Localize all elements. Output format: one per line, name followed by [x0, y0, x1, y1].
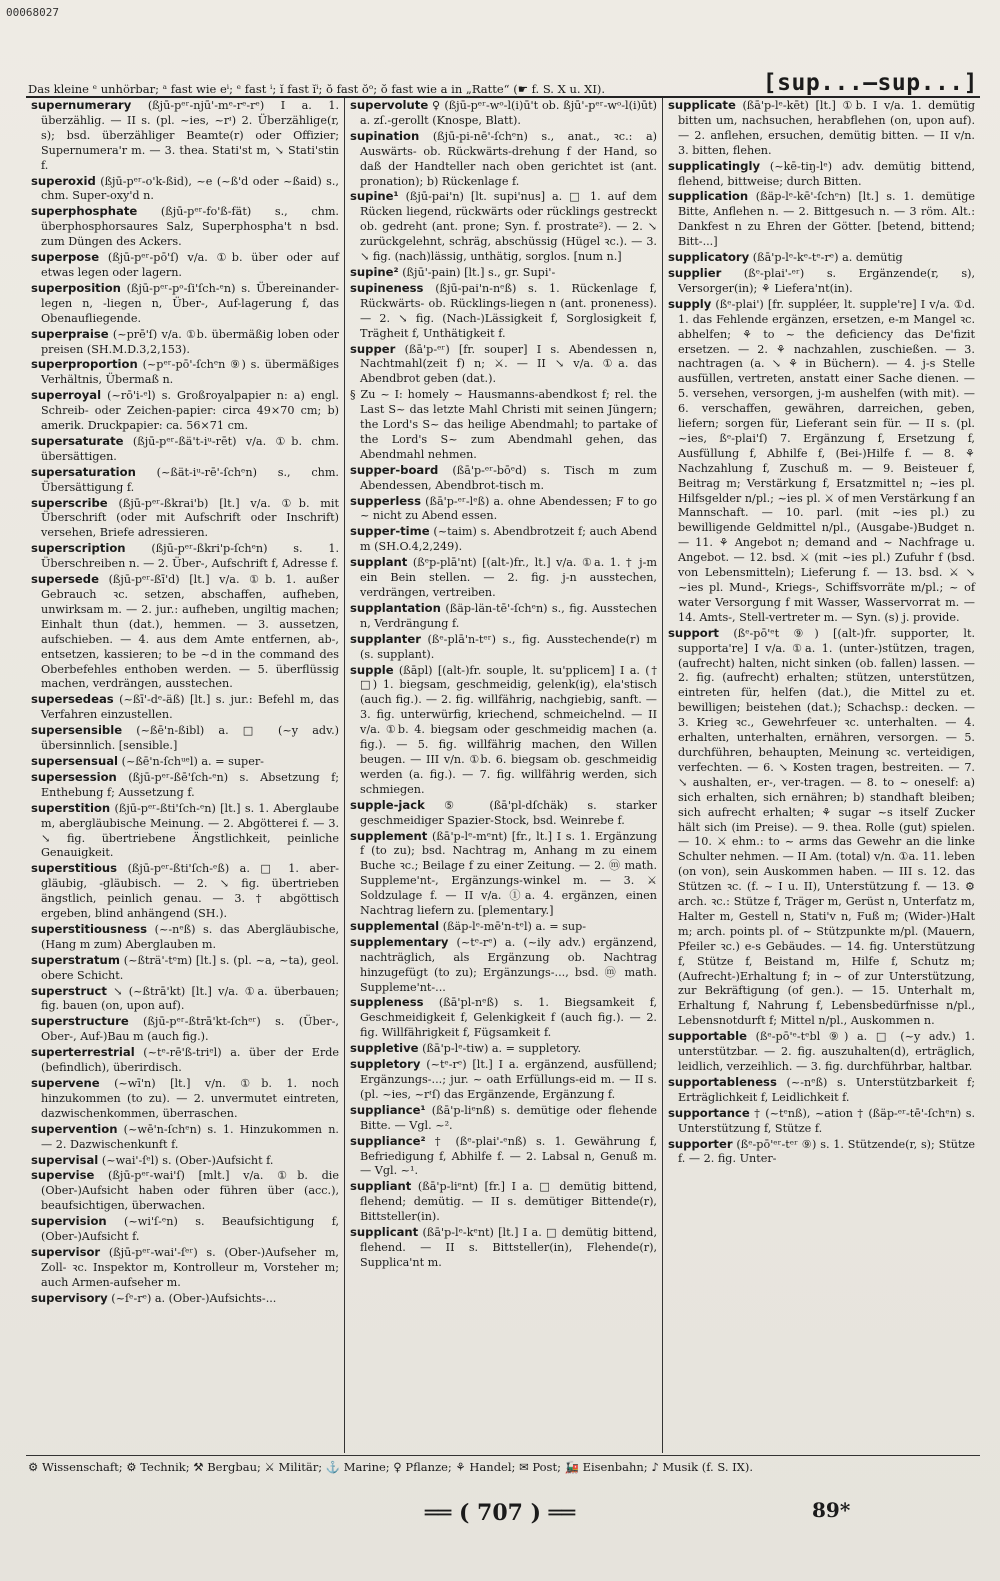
dictionary-entry — [668, 158, 976, 190]
entry-headword: suppliant — [350, 1179, 412, 1194]
dictionary-entry — [31, 861, 339, 922]
entry-definition: (ßäp-lᵉ-mē'n-tᵉl) a. = sup- — [442, 919, 587, 933]
dictionary-entry — [350, 1133, 657, 1180]
entry-definition: (ßjū-pᵉʳ-ßti'ſch-ᵉß) a. □ 1. aber-gläubig, -gläubisch. — 2. ↘ fig. übertrieben ängstlich, peinlich genau. — 3. † abgöttisch ergeben, blind anhängend (SH.). — [41, 862, 339, 921]
entry-headword: supple — [350, 662, 394, 677]
entry-definition: (ßjū-pᵉʳ-njū'-mᵉ-rᵉ-rᵉ) I a. 1. überzählig. — II s. (pl. ~ies, ~rᶦ) 2. Überzählige(r, s); bsd. überzähliger Beamte(r) oder Offizier; Supernumera'r m. — 3. thea. Stati'st m, ↘ Stati'stin f. — [41, 99, 339, 172]
entry-definition: (~wi'ſ-ᵉn) s. Beaufsichtigung f, (Ober-)Aufsicht f. — [41, 1215, 339, 1244]
entry-headword: supervise — [31, 1168, 95, 1183]
dictionary-entry — [668, 625, 975, 1029]
dictionary-entry — [31, 753, 339, 770]
entry-definition: (ßᵉ-plai') [fr. suppléer, lt. supple're] I v/a. ①d. 1. das Fehlende ergänzen, ersetzen, e-m Mangel ꝛc. abhelfen; ⚘ to ~ the deficiency das De'fizit ersetzen. — 2. ⚘ nachzahlen, zuschießen. — 3. nachtragen (a. ↘ ⚘ in Büchern). — 4. j-s Stelle ausfüllen, vertreten, anstatt einer Sache dienen. — 5. versehen, versorgen, j-m aushelfen (with mit). — 6. verschaffen, gewähren, darreichen, geben, liefern; sorgen für, Lieferant sein für. — II s. (pl. ~ies, ßᵉ-plai'ſ) 7. Ergänzung f, Ersetzung f, Ausfüllung f, Abhilfe f, (Bei-)Hilfe f. — 8. ⚘ Nachzahlung f, Zuschuß m. — 9. Beisteuer f, Beitrag m; Verstärkung f, Ersatzmittel n; ~ies pl. Hilfsgelder n/pl.; ~ies pl. ⚔ of men Verstärkung f an Mannschaft. — 10. parl. (mit ~ies pl.) zu bewilligende Geldmittel n/pl., (Ausgabe-)Budget n. — 11. ⚘ Angebot n; demand and ~ Nachfrage u. Angebot. — 12. bsd. ⚔ (mit ~ies pl.) Zufuhr f (bsd. von Lebensmitteln); Lieferung f. — 13. bsd. ⚔ ↘ ~ies pl. Mund-, Kriegs-, Schiffsvorräte m/pl.; ~ of water Versorgung f mit Wasser, Wasservorrat m. — 14. Amts-, Stell-vertreter m. — Syn. (s) j. provide. — [678, 297, 975, 624]
dictionary-entry — [350, 1102, 657, 1134]
entry-definition: (~ſᵉ-rᵉ) a. (Ober-)Aufsichts-... — [111, 1291, 277, 1305]
entry-headword: supplicatingly — [668, 158, 760, 173]
entry-headword: supine² — [350, 264, 399, 279]
entry-headword: superstitiousness — [31, 921, 148, 936]
entry-headword: supervision — [31, 1214, 107, 1229]
entry-definition: (ßjū-pᵉʳ-ßī'd) [lt.] v/a. ①b. 1. außer Gebrauch ꝛc. setzen, abschaffen, aufheben, unwirksam m. — 2. jur.: aufheben, ungiltig machen; Einhalt thun (dat.), hemmen. — 3. aussetzen, aufschieben. — 4. aus dem Amte entfernen, ab-, entsetzen, kassieren; to be ~d in the command des Oberbefehles enthoben werden. — 5. überflüssig machen, verdrängen, ausstechen. — [41, 573, 340, 691]
dictionary-entry — [350, 264, 657, 281]
symbol-legend: ⚙ Wissenschaft; ⚙ Technik; ⚒ Bergbau; ⚔ Militär; ⚓ Marine; ♀ Pflanze; ⚘ Handel; ✉ Post; 🚂 Eisenbahn; ♪ Musik (f. S. IX). — [28, 1460, 753, 1474]
dictionary-entry — [668, 98, 975, 159]
dictionary-entry — [668, 1074, 976, 1106]
dictionary-entry — [350, 1225, 657, 1271]
dictionary-entry — [31, 98, 339, 174]
entry-definition: (ßā'p-lᵉ-tiw) a. = suppletory. — [422, 1042, 582, 1056]
dictionary-entry — [350, 1179, 658, 1225]
entry-definition: (ßᵉ-pō'ᵉ-tᵉbl ⑨) a. □ (~y adv.) 1. unterstützbar. — 2. fig. auszuhalten(d), erträglich, leidlich, verzeihlich. — 3. fig. durchführbar, haltbar. — [678, 1030, 975, 1073]
dictionary-entry — [350, 934, 657, 996]
dictionary-entry — [668, 1136, 975, 1168]
entry-headword: supportable — [668, 1029, 747, 1044]
entry-headword: supplicant — [350, 1225, 419, 1240]
entry-headword: superstructure — [31, 1014, 129, 1029]
column-3 — [662, 98, 980, 1453]
entry-headword: supersedeas — [31, 692, 114, 707]
entry-headword: suppliance² — [350, 1133, 426, 1148]
entry-definition: (ßā'p-lᵉ-kēt) [lt.] ①b. I v/a. 1. demütig bitten um, nachsuchen, herabflehen (on, upon auf). — 2. anflehen, ersuchen, demütig bitten. — II v/n. 3. bitten, flehen. — [678, 99, 975, 157]
dictionary-entry — [31, 1244, 339, 1291]
entry-headword: superposition — [31, 280, 121, 295]
dictionary-entry — [350, 797, 658, 829]
dictionary-entry — [668, 189, 975, 250]
entry-headword: supervene — [31, 1076, 100, 1090]
entry-definition: (ßjū'-pain) [lt.] s., gr. Supi'- — [402, 265, 556, 279]
page-header — [28, 62, 978, 96]
entry-headword: superroyal — [31, 388, 102, 403]
entry-definition: ↘ (~ßtrā'kt) [lt.] v/a. ①a. überbauen; fig. bauen (on, upon auf). — [41, 984, 339, 1013]
entry-headword: supplement — [350, 828, 428, 843]
entry-definition: (ßjū-pᵉʳ-wai'ſ) [mlt.] v/a. ①b. die (Ober-)Aufsicht haben oder führen über (acc.), beaufsichtigen, überwachen. — [41, 1169, 339, 1213]
dictionary-entry — [350, 341, 658, 388]
dictionary-entry — [350, 493, 657, 525]
dictionary-entry — [350, 1041, 657, 1057]
entry-definition: (ßjū-pᵉʳ-ßkrai'b) [lt.] v/a. ①b. mit Überschrift (oder mit Aufschrift oder Inschrift) versehen, Briefe adressieren. — [41, 496, 339, 540]
page-number: ══ ( 707 ) ══ — [424, 1500, 576, 1526]
entry-headword: supineness — [350, 280, 424, 295]
entry-headword: suppliance¹ — [350, 1102, 426, 1117]
dictionary-entry — [31, 1121, 339, 1153]
entry-definition: (~ßät-iᵘ-rē'-ſchᵉn) s., chm. Übersättigung f. — [41, 465, 339, 494]
entry-headword: superpose — [31, 250, 100, 265]
dictionary-entry — [31, 464, 339, 496]
dictionary-entry — [668, 265, 976, 297]
entry-headword: supervolute — [350, 98, 429, 112]
column-2 — [344, 98, 662, 1453]
entry-definition: (ßjū-pᵉʳ-ßē'ſch-ᵉn) s. Absetzung f; Enthebung f; Aussetzung f. — [41, 770, 340, 799]
dictionary-entry — [31, 769, 340, 801]
entry-definition: (~-nᵉß) s. Unterstützbarkeit f; Erträglichkeit f, Leidlichkeit f. — [678, 1075, 976, 1104]
entry-headword: supersede — [31, 572, 99, 587]
entry-headword: supper — [350, 341, 396, 356]
entry-definition: (~tᵉ-rᵉ) [lt.] I a. ergänzend, ausfüllend; Ergänzungs-...; jur. ~ oath Erfüllungs-eid m. — II s. (pl. ~ies, ~rᶦſ) das Ergänzende, Ergänzung f. — [360, 1058, 657, 1101]
dictionary-entry — [31, 952, 339, 984]
dictionary-entry — [31, 983, 339, 1015]
entry-headword: superoxid — [31, 173, 96, 188]
entry-definition: (~wē'n-ſchᵉn) s. 1. Hinzukommen n. — 2. Dazwischenkunft f. — [41, 1122, 339, 1151]
dictionary-entry — [668, 1105, 976, 1137]
entry-columns — [26, 98, 980, 1453]
entry-definition: (ßäp-lᵉ-kē'-ſchᵉn) [lt.] s. 1. demütige Bitte, Anflehen n. — 2. Bittgesuch n. — 3 röm. Alt.: Dankfest n zu Ehren der Götter. [betend, bittend; Bitt-...] — [678, 190, 975, 249]
dictionary-entry — [350, 1057, 657, 1103]
dictionary-entry — [350, 128, 657, 190]
entry-definition: (ßā'p-ᵉʳ-lᵉß) a. ohne Abendessen; F to go ~ nicht zu Abend essen. — [360, 494, 657, 523]
column-1 — [26, 98, 344, 1453]
entry-definition: (ßjū-pᵉʳ-o'k-ßid), ~e (~ß'd oder ~ßaid) s., chm. Super-oxy'd n. — [41, 174, 339, 203]
entry-definition: (~prē'ſ) v/a. ①b. übermäßig loben oder preisen (SH.M.D.3,2,153). — [41, 327, 339, 356]
entry-headword: supplantation — [350, 600, 441, 615]
dictionary-entry — [31, 1076, 339, 1122]
entry-definition: § Zu ~ I: homely ~ Hausmanns-abendkost f; rel. the Last S~ das letzte Mahl Christi mit seinen Jüngern; the Lord's S~ das heilige Abendmahl; to partake of the Lord's S~ zum Abendmahl gehen, das Abendmahl nehmen. — [350, 388, 657, 461]
entry-definition: (~ßē'n-ßibl) a. □ (~y adv.) übersinnlich. [sensible.] — [41, 724, 339, 753]
entry-headword: supervisory — [31, 1290, 108, 1305]
entry-definition: (ßᵉ-pō'ᵉt ⑨) [(alt-)fr. supporter, lt. supporta're] I v/a. ①a. 1. (unter-)stützen, tragen, (aufrecht) halten, nicht sinken (ob. fallen) lassen. — 2. fig. (aufrecht) erhalten; stützen, unterstützen, eintreten für, helfen (dat.), die Mittel zu et. bewilligen; beistehen (dat.); Schachsp.: decken. — 3. Krieg ꝛc., Gewehrfeuer ꝛc. unterhalten. — 4. erhalten, unterhalten, ernähren, versorgen. — 5. durchführen, behaupten, Meinung ꝛc. verteidigen, verfechten. — 6. ↘ Kosten tragen, bestreiten. — 7. ↘ aushalten, er-, ver-tragen. — 8. to ~ oneself: a) sich erhalten, sich ernähren; b) standhaft bleiben; sich aufrecht erhalten; ⚘ sugar ~s itself Zucker hält sich (im Preise). — 9. thea. Rolle (gut) spielen. — 10. ⚔ ehm.: to ~ arms das Gewehr an die linke Schulter nehmen. — II Am. (total) v/n. ①a. 11. leben (on von), sein Auskommen haben. — III s. 12. das Stützen ꝛc. (f. ~ I u. II), Unterstützung f. — 13. ⚙ arch. ꝛc.: Stütze f, Träger m, Gerüst n, Unterfatz m, Halter m, Gestell n, Stati'v n, Fuß m; (Wider-)Halt m; arch. points pl. of ~ Stützpunkte m/pl. (Mauern, Pfeiler ꝛc.) e-s Gebäudes. — 14. fig. Unterstützung f, Stütze f, Beistand m, Hilfe f, Schutz m; (Aufrecht-)Erhaltung f; in ~ of zur Unterstützung, zur Bekräftigung (of gen.). — 15. Unterhalt m, Erhaltung f, Nahrung f, Lebensbedürfnisse n/pl., Lebensnotdurft f; Mittel n/pl., Auskommen n. — [678, 626, 975, 1028]
dictionary-entry — [31, 326, 339, 358]
entry-headword: supportance — [668, 1105, 750, 1120]
entry-headword: support — [668, 625, 719, 640]
entry-definition: (ßjū-pi-nē'-ſchᵉn) s., anat., ꝛc.: a) Auswärts- ob. Rückwärts-drehung f der Hand, so daß der Handteller nach oben gerichtet ist (ant. pronation); b) Rückenlage f. — [360, 129, 657, 188]
entry-headword: suppletory — [350, 1057, 421, 1072]
entry-headword: supplant — [350, 555, 408, 570]
entry-headword: superpraise — [31, 326, 109, 341]
entry-headword: suppletive — [350, 1041, 419, 1056]
entry-definition: (ßā'p-lᵉ-kᵉnt) [lt.] I a. □ demütig bittend, flehend. — II s. Bittsteller(in), Flehende(r), Supplica'nt m. — [360, 1226, 657, 1269]
dictionary-entry — [31, 572, 340, 692]
entry-definition: (~wī'n) [lt.] v/n. ①b. 1. noch hinzukommen (to zu). — 2. unvermutet eintreten, dazwischenkommen, überraschen. — [41, 1077, 339, 1120]
dictionary-entry — [31, 1168, 339, 1214]
scan-id: 00068027 — [6, 6, 59, 19]
entry-headword: supine¹ — [350, 189, 399, 204]
dictionary-entry — [350, 524, 657, 555]
dictionary-entry — [350, 387, 657, 463]
entry-headword: supper-board — [350, 462, 439, 477]
entry-headword: supination — [350, 128, 420, 143]
entry-definition: (ßjū-pᵉʳ-ßtrā'kt-ſchᵉʳ) s. (Über-, Ober-, Auf-)Bau m (auch fig.). — [41, 1015, 339, 1044]
dictionary-entry — [350, 600, 657, 632]
entry-definition: (ßᵉ-plā'n-tᵉʳ) s., fig. Ausstechende(r) m (s. supplant). — [360, 632, 657, 661]
dictionary-entry — [31, 388, 339, 434]
entry-headword: supplementary — [350, 934, 449, 949]
footer-rule — [26, 1455, 980, 1456]
dictionary-entry — [350, 995, 658, 1041]
entry-definition: (ßjū-pᵉʳ-ßti'ſch-ᵉn) [lt.] s. 1. Aberglaube m, abergläubische Meinung. — 2. Abgötterei f. — 3. ↘ fig. übertriebene Ängstlichkeit, peinliche Genauigkeit. — [41, 801, 340, 860]
entry-definition: (ßjū-pai'n-nᵉß) s. 1. Rückenlage f, Rückwärts- ob. Rücklings-liegen n (ant. proneness). — 2. ↘ fig. (Nach-)Lässigkeit f, Sorglosigkeit f, Trägheit f, Unthätigkeit f. — [360, 281, 657, 340]
entry-definition: (ßᵉ-plai'-ᵉʳ) s. Ergänzende(r, s), Versorger(in); ⚘ Liefera'nt(in). — [678, 266, 976, 295]
dictionary-entry — [350, 662, 657, 798]
entry-definition: (ßjū-pᵉʳ-pᵒ-ſi'ſch-ᵉn) s. Übereinander-legen n, -liegen n, Über-, Auf-lagerung f, das Obenaufliegende. — [41, 281, 339, 325]
entry-headword: supervisal — [31, 1152, 99, 1167]
section-mark: [sup...–sup...] — [762, 70, 978, 96]
entry-headword: superstitious — [31, 861, 118, 876]
dictionary-entry — [350, 98, 658, 129]
entry-definition: (ßā'p-lᵉ-mᵉnt) [fr., lt.] I s. 1. Ergänzung f (to zu); bsd. Nachtrag m, Anhang m zu einem Buche ꝛc.; Beilage f zu einer Zeitung. — 2. ⓜ math. Suppleme'nt-, Ergänzungs-winkel m. — 3. ⚔ Soldzulage f. — II v/a. ①a. 4. ergänzen, einen Nachtrag liefern zu. [plementary.] — [360, 829, 657, 918]
entry-headword: supporter — [668, 1136, 733, 1151]
entry-definition: (~taim) s. Abendbrotzeit f; auch Abend m (SH.O.4,2,249). — [360, 525, 657, 554]
entry-headword: supper-time — [350, 524, 430, 539]
entry-definition: (ßäp-län-tē'-ſchᵉn) s., fig. Ausstechen n, Verdrängung f. — [360, 601, 657, 630]
dictionary-entry — [31, 1045, 339, 1076]
dictionary-entry — [31, 1290, 339, 1307]
entry-headword: supplemental — [350, 918, 440, 933]
entry-definition: (ßjū-pᵉʳ-ßä't-iᵘ-rēt) v/a. ①b. chm. übersättigen. — [41, 434, 339, 463]
dictionary-entry — [668, 296, 975, 626]
dictionary-entry — [31, 723, 339, 754]
entry-definition: (~wai'-ſᵉl) s. (Ober-)Aufsicht f. — [101, 1153, 274, 1167]
dictionary-entry — [350, 189, 657, 265]
entry-definition: (ßᵉ-pō'ᵉʳ-tᵉʳ ⑨) s. 1. Stützende(r, s); Stütze f. — 2. fig. Unter- — [678, 1137, 975, 1166]
entry-definition: † (~tᵉnß), ~ation † (ßäp-ᵉʳ-tē'-ſchᵉn) s. Unterstützung f, Stütze f. — [678, 1106, 976, 1135]
dictionary-entry — [350, 918, 657, 935]
dictionary-entry — [350, 555, 657, 601]
entry-definition: (ßāpl) [(alt-)fr. souple, lt. su'pplicem] I a. († □) 1. biegsam, geschmeidig, gelenk(ig), ela'stisch (auch fig.). — 2. fig. willfährig, nachgiebig, sanft. — 3. fig. unterwürfig, kriechend, schmeichelnd. — II v/a. ①b. 4. biegsam oder geschmeidig machen (a. fig.). — 5. fig. willfährig machen, den Willen beugen. — III v/n. ①b. 6. biegsam ob. geschmeidig werden (a. fig.). — 7. fig. willfährig werden, sich schmiegen. — [360, 663, 657, 796]
entry-headword: superstition — [31, 800, 111, 815]
dictionary-entry — [31, 1014, 339, 1045]
dictionary-entry — [668, 1029, 975, 1075]
entry-headword: supplication — [668, 189, 749, 204]
entry-headword: superstruct — [31, 983, 107, 998]
entry-definition: (ßā'p-ᵉʳ-bōᵉd) s. Tisch m zum Abendessen, Abendbrot-tisch m. — [360, 463, 657, 492]
entry-definition: (~kē-tiŋ-lᵉ) adv. demütig bittend, flehend, bittweise; durch Bitten. — [678, 159, 976, 188]
dictionary-entry — [31, 1214, 339, 1245]
entry-definition: ⑤ (ßā'pl-dſchäk) s. starker geschmeidiger Spazier-Stock, bsd. Weinrebe f. — [360, 798, 658, 827]
entry-definition: (ßjū-pᵉʳ-wai'-ſᵉʳ) s. (Ober-)Aufseher m, Zoll- ꝛc. Inspektor m, Kontrolleur m, Vorsteher m; auch Armen-aufseher m. — [41, 1245, 339, 1289]
dictionary-entry — [31, 280, 339, 327]
dictionary-entry — [31, 173, 339, 205]
sheet-number: 89* — [812, 1498, 851, 1522]
entry-headword: superproportion — [31, 357, 138, 372]
entry-definition: (ßᵉp-plā'nt) [(alt-)fr., lt.] v/a. ①a. 1. † j-m ein Bein stellen. — 2. fig. j-n ausstechen, verdrängen, vertreiben. — [360, 556, 657, 599]
entry-headword: supplicate — [668, 98, 736, 112]
entry-headword: supplanter — [350, 631, 421, 646]
dictionary-entry — [31, 204, 339, 250]
entry-definition: (ßā'p-lᵉ-kᵉ-tᵉ-rᵉ) a. demütig — [752, 251, 903, 265]
entry-definition: (~ßī'-dᵉ-äß) [lt.] s. jur.: Befehl m, das Verfahren einzustellen. — [41, 693, 339, 722]
entry-headword: supperless — [350, 493, 421, 508]
entry-headword: supportableness — [668, 1074, 777, 1089]
dictionary-entry — [350, 631, 657, 663]
entry-definition: (ßā'p-liᵉnt) [fr.] I a. □ demütig bittend, flehend; demütig. — II s. demütiger Bittende(r), Bittsteller(in). — [360, 1180, 658, 1224]
entry-headword: superscription — [31, 541, 126, 556]
entry-headword: supersaturate — [31, 433, 124, 448]
dictionary-entry — [31, 692, 339, 723]
entry-headword: supersensible — [31, 723, 123, 738]
pronunciation-key: Das kleine ᵉ unhörbar; ᵃ fast wie eⁱ; ᵉ fast ⁱ; ĭ fast ĭⁱ; ŏ fast ŏᵒ; ŏ fast wie a in „Ratte“ (☛ f. S. X u. XI). — [28, 82, 606, 96]
entry-headword: superstratum — [31, 952, 120, 967]
entry-headword: supplier — [668, 265, 722, 280]
entry-definition: (ßjū-pai'n) [lt. supi'nus] a. □ 1. auf dem Rücken liegend, rückwärts oder rücklings gestreckt ob. gedreht (ant. prone; Syn. f. prostrate²). — 2. ↘ zurückgelehnt, schräg, abschüssig (Hügel ꝛc.). — 3. ↘ fig. (nach)lässig, unthätig, sorglos. [num n.] — [360, 190, 657, 264]
entry-headword: superphosphate — [31, 204, 138, 219]
dictionary-entry — [350, 462, 657, 494]
entry-definition: (ßjū-pᵉʳ-fo'ß-fät) s., chm. überphosphorsaures Salz, Superphospha't n bsd. zum Düngen des Ackers. — [41, 205, 339, 249]
dictionary-entry — [31, 250, 339, 281]
entry-definition: (~tᵉ-rᵉ) a. (~ily adv.) ergänzend, nachträglich, als Ergänzung ob. Nachtrag hinzugefügt (to zu); Ergänzungs-..., bsd. ⓜ math. Suppleme'nt-... — [360, 935, 657, 994]
entry-definition: ♀ (ßjū-pᵉʳ-wᵒ-l(i)ū't ob. ßjū'-pᵉʳ-wᵒ-l(i)ūt) a. zſ.-gerollt (Knospe, Blatt). — [360, 99, 658, 127]
dictionary-entry — [31, 357, 339, 388]
dictionary-entry — [668, 250, 975, 266]
entry-headword: supervisor — [31, 1244, 101, 1259]
entry-headword: supplicatory — [668, 250, 750, 265]
entry-headword: supersensual — [31, 753, 119, 768]
entry-headword: suppleness — [350, 995, 424, 1010]
dictionary-entry — [31, 433, 339, 465]
entry-definition: (ßā'p-liᵉnß) s. demütige oder flehende Bitte. — Vgl. ~². — [360, 1103, 657, 1132]
entry-headword: supersession — [31, 769, 117, 784]
dictionary-entry — [31, 1152, 339, 1169]
dictionary-entry — [31, 800, 340, 862]
entry-definition: (ßā'pl-nᵉß) s. 1. Biegsamkeit f, Geschmeidigkeit f, Gelenkigkeit f (auch fig.). — 2. fig. Willfährigkeit f, Fügsamkeit f. — [360, 996, 658, 1040]
entry-headword: supersaturation — [31, 464, 136, 479]
entry-definition: (~pᵉʳ-pō'-ſchᵉn ⑨) s. übermäßiges Verhältnis, Übermaß n. — [41, 358, 339, 387]
entry-definition: (ßjū-pᵉʳ-pō'ſ) v/a. ①b. über oder auf etwas legen oder lagern. — [41, 251, 339, 279]
entry-headword: superscribe — [31, 495, 108, 510]
entry-definition: (ßjū-pᵉʳ-ßkri'p-ſchᵉn) s. 1. Überschreiben n. — 2. Über-, Aufschrift f, Adresse f. — [41, 542, 339, 571]
entry-definition: (~tᵉ-rē'ß-triᵉl) a. über der Erde (befindlich), überirdisch. — [41, 1046, 339, 1075]
dictionary-entry — [350, 828, 657, 919]
entry-definition: (~ßträ'-tᵉm) [lt.] s. (pl. ~a, ~ta), geol. obere Schicht. — [41, 953, 339, 982]
entry-headword: supple-jack — [350, 797, 425, 812]
entry-headword: superterrestrial — [31, 1045, 135, 1060]
dictionary-entry — [31, 495, 339, 542]
dictionary-entry — [31, 921, 340, 953]
entry-definition: (~ßē'n-ſchᵘᵉl) a. = super- — [121, 754, 264, 768]
entry-definition: (~-nᵉß) s. das Abergläubische, (Hang m zum) Aberglauben m. — [41, 922, 340, 951]
dictionary-entry — [350, 280, 657, 342]
entry-definition: † (ßᵉ-plai'-ᵉnß) s. 1. Gewährung f, Befriedigung f, Abhilfe f. — 2. Labsal n, Genuß m. — Vgl. ~¹. — [360, 1134, 657, 1178]
entry-definition: (ßā'p-ᵉʳ) [fr. souper] I s. Abendessen n, Nachtmahl(zeit f) n; ⚔. — II ↘ v/a. ①a. das Abendbrot geben (dat.). — [360, 342, 658, 386]
entry-headword: supply — [668, 296, 712, 311]
entry-headword: supernumerary — [31, 98, 132, 112]
entry-definition: (~rō'i-ᵉl) s. Großroyalpapier n: a) engl. Schreib- oder Zeichen-papier: circa 49×70 cm; b) amerik. Druckpapier: ca. 56×71 cm. — [41, 389, 339, 433]
dictionary-entry — [31, 541, 339, 572]
entry-headword: supervention — [31, 1121, 118, 1136]
